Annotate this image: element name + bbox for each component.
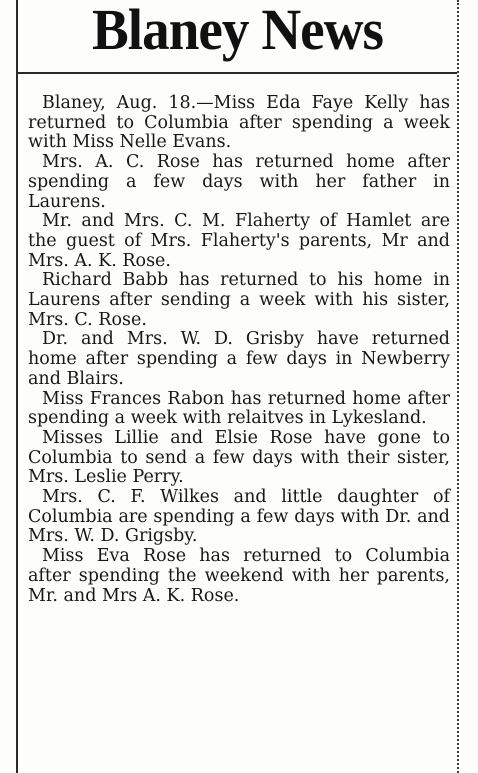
article-body (28, 94, 450, 606)
headline-box (18, 0, 457, 74)
column-rule-left (16, 0, 18, 773)
news-item: Mrs. A. C. Rose has returned home after spending a few days with her father in Laurens. (28, 152, 450, 212)
news-item: Blaney, Aug. 18.—Miss Eda Faye Kelly has returned to Columbia after spending a week with Miss Nelle Evans. (28, 93, 450, 153)
column-rule-right (457, 0, 459, 773)
news-item: Miss Frances Rabon has returned home after spending a week with relaitves in Lykesland. (28, 388, 450, 429)
news-item: Mr. and Mrs. C. M. Flaherty of Hamlet are the guest of Mrs. Flaherty's parents, Mr and Mrs. A. K. Rose. (28, 211, 450, 271)
news-item: Misses Lillie and Elsie Rose have gone to Columbia to send a few days with their sister, Mrs. Leslie Perry. (28, 427, 450, 488)
news-item: Mrs. C. F. Wilkes and little daughter of Columbia are spending a few days with Dr. and Mrs. W. D. Grigsby. (28, 487, 450, 547)
headline: Blaney News (91, 0, 384, 62)
news-item: Richard Babb has returned to his home in Laurens after sending a week with his sister, Mrs. C. Rose. (28, 270, 450, 330)
news-item: Miss Eva Rose has returned to Columbia after spending the weekend with her parents, Mr. and Mrs A. K. Rose. (28, 546, 450, 606)
news-item: Dr. and Mrs. W. D. Grisby have returned home after spending a few days in Newberry and Blairs. (28, 329, 450, 389)
